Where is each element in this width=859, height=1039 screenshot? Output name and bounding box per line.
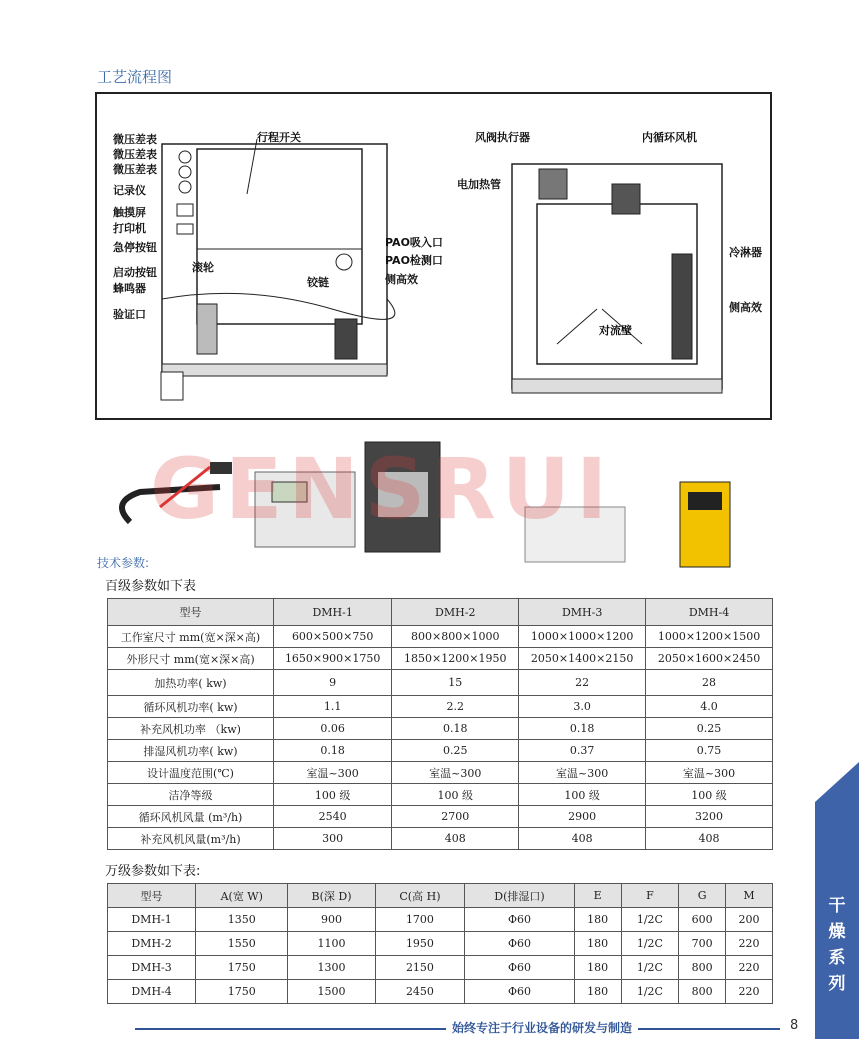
table-row [108,980,773,1004]
table2-header: C(高 H) [375,884,465,908]
row-label: 工作室尺寸 mm(宽×深×高) [108,626,274,648]
class10000-table [107,883,773,1004]
row-label: 排湿风机功率( kw) [108,740,274,762]
cell-value: 1/2C [621,980,679,1004]
table1-header-row [108,599,773,626]
cell-value: 2900 [519,806,646,828]
leader-switch [247,139,257,194]
watermark: GENSRUI [150,440,614,538]
label-cooler: 冷淋器 [729,246,762,259]
label-emergency-stop: 急停按钮 [113,241,157,254]
table2-header: F [621,884,679,908]
row-label: 循环风机功率( kw) [108,696,274,718]
cell-value: 室温~300 [274,762,392,784]
label-start-button: 启动按钮 [113,266,157,279]
cell-value: 1750 [196,980,288,1004]
table2-header: A(宽 W) [196,884,288,908]
table2-header: M [726,884,773,908]
cell-value: 900 [288,908,375,932]
cell-value: 100 级 [519,784,646,806]
row-label: 设计温度范围(℃) [108,762,274,784]
table-row [108,670,773,696]
cell-value: 0.18 [392,718,519,740]
side-hepa-left [335,319,357,359]
label-buzzer: 蜂鸣器 [113,282,146,295]
cell-value: 28 [646,670,773,696]
cell-value: 1/2C [621,956,679,980]
filter-left [197,304,217,354]
cell-value: 408 [392,828,519,850]
cell-value: 0.18 [519,718,646,740]
printer [177,224,193,234]
cell-value: 200 [726,908,773,932]
gauge-1 [179,151,191,163]
process-title: 工艺流程图 [97,68,173,86]
table-row [108,740,773,762]
table1-header: DMH-1 [274,599,392,626]
table1-header: DMH-4 [646,599,773,626]
side-tab-text [822,893,852,997]
base-right [512,379,722,393]
cell-value: 1500 [288,980,375,1004]
table-row [108,806,773,828]
row-label: 补充风机风量(m³/h) [108,828,274,850]
table-row [108,626,773,648]
table-row [108,718,773,740]
cell-value: 2700 [392,806,519,828]
cell-value: 408 [519,828,646,850]
cell-value: Φ60 [465,980,574,1004]
cell-value: 1550 [196,932,288,956]
cell-value: 0.75 [646,740,773,762]
verify-port-box [161,372,183,400]
cell-value: 2050×1400×2150 [519,648,646,670]
cell-value: 1100 [288,932,375,956]
cell-value: 100 级 [646,784,773,806]
row-label: 外形尺寸 mm(宽×深×高) [108,648,274,670]
cell-value: 0.25 [392,740,519,762]
cell-value: 室温~300 [646,762,773,784]
table2-header-row [108,884,773,908]
cell-value: 1950 [375,932,465,956]
cooler [672,254,692,359]
table2-header: E [574,884,621,908]
cell-value: 22 [519,670,646,696]
row-label: 补充风机功率 （kw) [108,718,274,740]
cell-value: 9 [274,670,392,696]
touch-screen [177,204,193,216]
damper-actuator [539,169,567,199]
cell-value: 2150 [375,956,465,980]
convection-wall-1 [557,309,597,344]
cell-value: 3.0 [519,696,646,718]
row-label: DMH-1 [108,908,196,932]
table-row [108,908,773,932]
cell-value: 1350 [196,908,288,932]
cell-value: 1000×1000×1200 [519,626,646,648]
table-row [108,696,773,718]
hinge [336,254,352,270]
gauge-3 [179,181,191,193]
cell-value: 1.1 [274,696,392,718]
cell-value: 220 [726,980,773,1004]
label-printer: 打印机 [113,222,146,235]
row-label: DMH-2 [108,932,196,956]
process-diagram [95,92,772,420]
cell-value: 2.2 [392,696,519,718]
row-label: 加热功率( kw) [108,670,274,696]
table2-header: 型号 [108,884,196,908]
table2-header: D(排湿口) [465,884,574,908]
cell-value: 2450 [375,980,465,1004]
table2-header: G [679,884,726,908]
cell-value: 100 级 [274,784,392,806]
cell-value: 600×500×750 [274,626,392,648]
cell-value: 1850×1200×1950 [392,648,519,670]
cell-value: 15 [392,670,519,696]
cell-value: 408 [646,828,773,850]
label-pao-detect: PAO检测口 [385,254,443,267]
cell-value: 1700 [375,908,465,932]
cell-value: 0.37 [519,740,646,762]
cell-value: 100 级 [392,784,519,806]
label-convection-wall: 对流壁 [599,324,632,337]
cell-value: 1/2C [621,908,679,932]
side-tab-char: 燥 [828,922,846,942]
yellow-instrument-display [688,492,722,510]
cell-value: 800×800×1000 [392,626,519,648]
cell-value: 1000×1200×1500 [646,626,773,648]
cell-value: 800 [679,980,726,1004]
cell-value: 700 [679,932,726,956]
row-label: DMH-3 [108,956,196,980]
label-pao-inlet: PAO吸入口 [385,236,443,249]
row-label: DMH-4 [108,980,196,1004]
side-tab-char: 列 [828,974,846,994]
cell-value: 180 [574,980,621,1004]
cell-value: Φ60 [465,908,574,932]
label-travel-switch: 行程开关 [257,131,301,144]
table1-header: 型号 [108,599,274,626]
table-row [108,932,773,956]
label-gauge-2: 微压差表 [113,148,157,161]
label-damper-actuator: 风阀执行器 [475,131,530,144]
tech-title: 技术参数: [97,556,150,570]
table1-caption: 百级参数如下表 [105,579,197,594]
table2-caption: 万级参数如下表: [105,864,201,879]
base-left [162,364,387,376]
table-row [108,648,773,670]
cell-value: 300 [274,828,392,850]
label-hinge: 铰链 [307,276,329,289]
cell-value: Φ60 [465,956,574,980]
side-tab-char: 系 [828,948,846,968]
cell-value: 室温~300 [519,762,646,784]
side-tab-char: 干 [828,896,846,916]
cell-value: 180 [574,908,621,932]
cell-value: Φ60 [465,932,574,956]
cell-value: 180 [574,956,621,980]
class100-table [107,598,773,850]
cell-value: 800 [679,956,726,980]
cell-value: 2050×1600×2450 [646,648,773,670]
table2-header: B(深 D) [288,884,375,908]
label-circulation-fan: 内循环风机 [642,131,697,144]
gauge-2 [179,166,191,178]
label-verify-port: 验证口 [113,308,146,321]
cell-value: 220 [726,956,773,980]
table-row [108,956,773,980]
label-side-hepa-left: 侧高效 [385,273,418,286]
cell-value: 1/2C [621,932,679,956]
cell-value: 1650×900×1750 [274,648,392,670]
table1-header: DMH-2 [392,599,519,626]
cell-value: 180 [574,932,621,956]
label-touch-screen: 触摸屏 [113,206,146,219]
row-label: 洁净等级 [108,784,274,806]
cell-value: 3200 [646,806,773,828]
table1-header: DMH-3 [519,599,646,626]
table-row [108,784,773,806]
cell-value: 1300 [288,956,375,980]
label-side-hepa-right: 侧高效 [729,301,762,314]
cell-value: 0.25 [646,718,773,740]
cell-value: 220 [726,932,773,956]
cell-value: 室温~300 [392,762,519,784]
label-gauge-3: 微压差表 [113,163,157,176]
footer-slogan: 始终专注于行业设备的研发与制造 [446,1019,638,1036]
label-gauge-1: 微压差表 [113,133,157,146]
table-row [108,762,773,784]
table-row [108,828,773,850]
cell-value: 0.18 [274,740,392,762]
cell-value: 2540 [274,806,392,828]
cell-value: 0.06 [274,718,392,740]
label-recorder: 记录仪 [113,184,146,197]
label-heater: 电加热管 [457,178,501,191]
label-roller: 滚轮 [192,261,214,274]
cell-value: 600 [679,908,726,932]
cell-value: 4.0 [646,696,773,718]
page-number: 8 [790,1018,799,1033]
row-label: 循环风机风量 (m³/h) [108,806,274,828]
circulation-fan [612,184,640,214]
cell-value: 1750 [196,956,288,980]
